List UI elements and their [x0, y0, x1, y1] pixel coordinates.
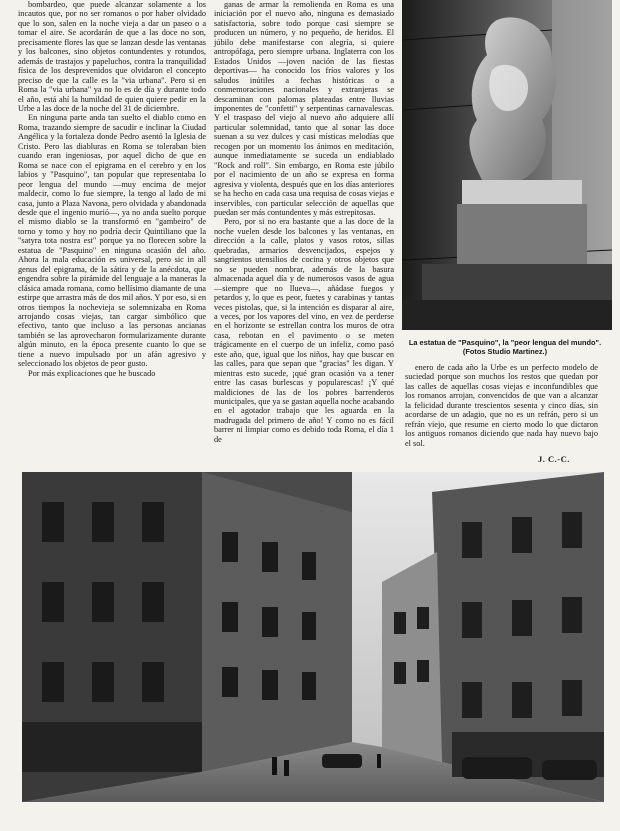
- article-column-1: [18, 0, 206, 462]
- rome-street-photo: [22, 472, 604, 802]
- article-paragraph: ganas de armar la remolienda en Roma es una iniciación por el nuevo año, ninguna es demasiado satisfactoria, sobre todo porque casi siempre se producen un número, y no pequeño, de heridos. El júbilo debe manifestarse con alegría, si quiere antropófaga, pero siempre urbana. Inglaterra con los Estados Unidos —joven nación de las fiestas deportivas— ha conocido los fríos valores y los saludos inútiles a fechas históricas o a conmemoraciones nacionales y extranjeras se descaminan con palomas plateadas entre lluvias imponentes de "confetti" y serpentinas carnavalescas. Y el traspaso del viejo al nuevo año adquiere allí particular solemnidad, tanto que al sonar las doce suenan a su vez dulces y casi místicas melodías que recogen por un momento los ánimos en meditación, aunque inmediatamente se suceda un endiablado "Rock and roll". Sin embargo, en Roma este júbilo por el nacimiento de un año se expresa en forma agresiva y violenta, después que en los días anteriores se ha hecho en cada casa una requisa de cosas viejas e inservibles, con particular selección de aquellas que puedan ser más contundentes y más estrepitosas.: [214, 0, 394, 217]
- pasquino-statue-photo: [402, 0, 612, 330]
- photo-caption: La estatua de "Pasquino", la "peor lengua del mundo". (Fotos Studio Martinez.): [408, 338, 602, 356]
- article-column-3: [405, 363, 598, 448]
- article-paragraph: enero de cada año la Urbe es un perfecto modelo de suciedad porque son muchos los restos que quedan por las calles de aquellas cosas viejas e inconfundibles que los romanos arrojan, convencidos de que van a alcanzar la felicidad durante trescientos sesenta y cinco días, sin acordarse de un adagio, que no es un refrán, pero si un refrán viejo, que resume en cierto modo lo que dictaron los antiguos romanos diciendo que nada hay nuevo bajo el sol.: [405, 363, 598, 448]
- author-signature: J. C.-C.: [538, 454, 570, 464]
- article-paragraph: Pero, por si no era bastante que a las doce de la noche vuelen desde los balcones y las ventanas, en dirección a la calle, platos y vasos rotos, sillas quebradas, armarios desvencijados, espejos y sangrientos utensilios de cocina y otros objetos que no se pueden nombrar, además de la basura almacenada aquel día y de numerosos vasos de agua —siempre que no llueva—, añádase fuegos y petardos y, lo que es peor, fuetes y carabinas y tantas veces pistolas, que, si la intención es disparar al aire, a veces, por los vapores del vino, en vez de perderse en el horizonte se estrellan contra los muros de otra casa, rebotan en el pavimento o se meten trágicamente en el cuerpo de un infeliz, como pasó este año, que, igual que los niños, hay que buscar en las calles, para que sepan que "gracias" les digan. Y mientras esto sucede, ¡qué gran ocasión va a tener entre las casas burlescas y popularescas! ¡Y qué maldiciones de las de los pobres barrenderos municipales, que ya se gastan aquella noche acabando en el agotador trabajo que les aguarda en la madrugada del primero de año! Y como no es fácil barrer ni limpiar como es debido toda Roma, el día 1 de: [214, 217, 394, 444]
- article-column-2: [214, 0, 394, 462]
- article-paragraph: bombardeo, que puede alcanzar solamente a los incautos que, por no ser romanos o por haber olvidado que lo son, salen en la noche vieja a dar un paseo o a tomar el aire. Se acordarán de que a las doce no son, precisamente flores las que se lanzan desde las ventanas y los balcones, sino objetos contundentes y rotundos, además de trastajos y papeluchos, contra la tranquilidad física de los desprevenidos que olvidaron el concepto preciso de que la calle es la "via urbana". Pero si en Roma la "via urbana" ya no lo es de día y durante todo el año, está ahí la humildad de quien quiere pedir en la Urbe a las doce de la noche del 31 de diciembre.: [18, 0, 206, 113]
- statue-photo-graphic: [402, 0, 612, 330]
- street-photo-graphic: [22, 472, 604, 802]
- article-paragraph: En ninguna parte anda tan suelto el diablo como en Roma, trazando siempre de sacudir e inclinar la Ciudad Angélica y la fortaleza donde Pedro asentó la Iglesia de Cristo. Pero las diabluras en Roma se toleraban bien cuando eran ingeniosas, por aquel dicho de que en Roma se nace con el epigrama en el cerebro y en los labios y "Pasquino", tan popular que representaba lo peor lengua del mundo —muy encima de mejor maldecir, como lo fue siempre, la tengo al lado de mi casa, junto a Plaza Navona, pero olvidada y abandonada desde que el ingenio murió—, ya no anda suelto porque el mismo diablo se la transformó en "gambeiro" de torno y tomo y hoy no podría decir Quintiliano que la "satyra tota nostra est" porque ya no florecen sobre la estatua de "Pasquino" en ninguna ocasión del año. Ahora la mala educación es universal, pero sic in all genus del epigrama, de la sátira y de la anécdota, que engendra sobre la pirámide del lenguaje a la maneras la clásica amada romana, como bellísimo diamante de una estirpe que arrastra más de dos mil años. Y por eso, si en otros tiempos la nochevieja se solemnizaba en Roma arrojando cosas viejas, tan cargar simbólico que efectivo, tanto que incluso a las personas ancianas también se las aprovecharon formularizamente durante algún minuto, en la época presente cuanto lo que se tiene a nuevo impulsado por un afán agresivo y seleccionado los objetos de peor gusto.: [18, 113, 206, 369]
- article-paragraph: Por más explicaciones que he buscado: [28, 368, 156, 378]
